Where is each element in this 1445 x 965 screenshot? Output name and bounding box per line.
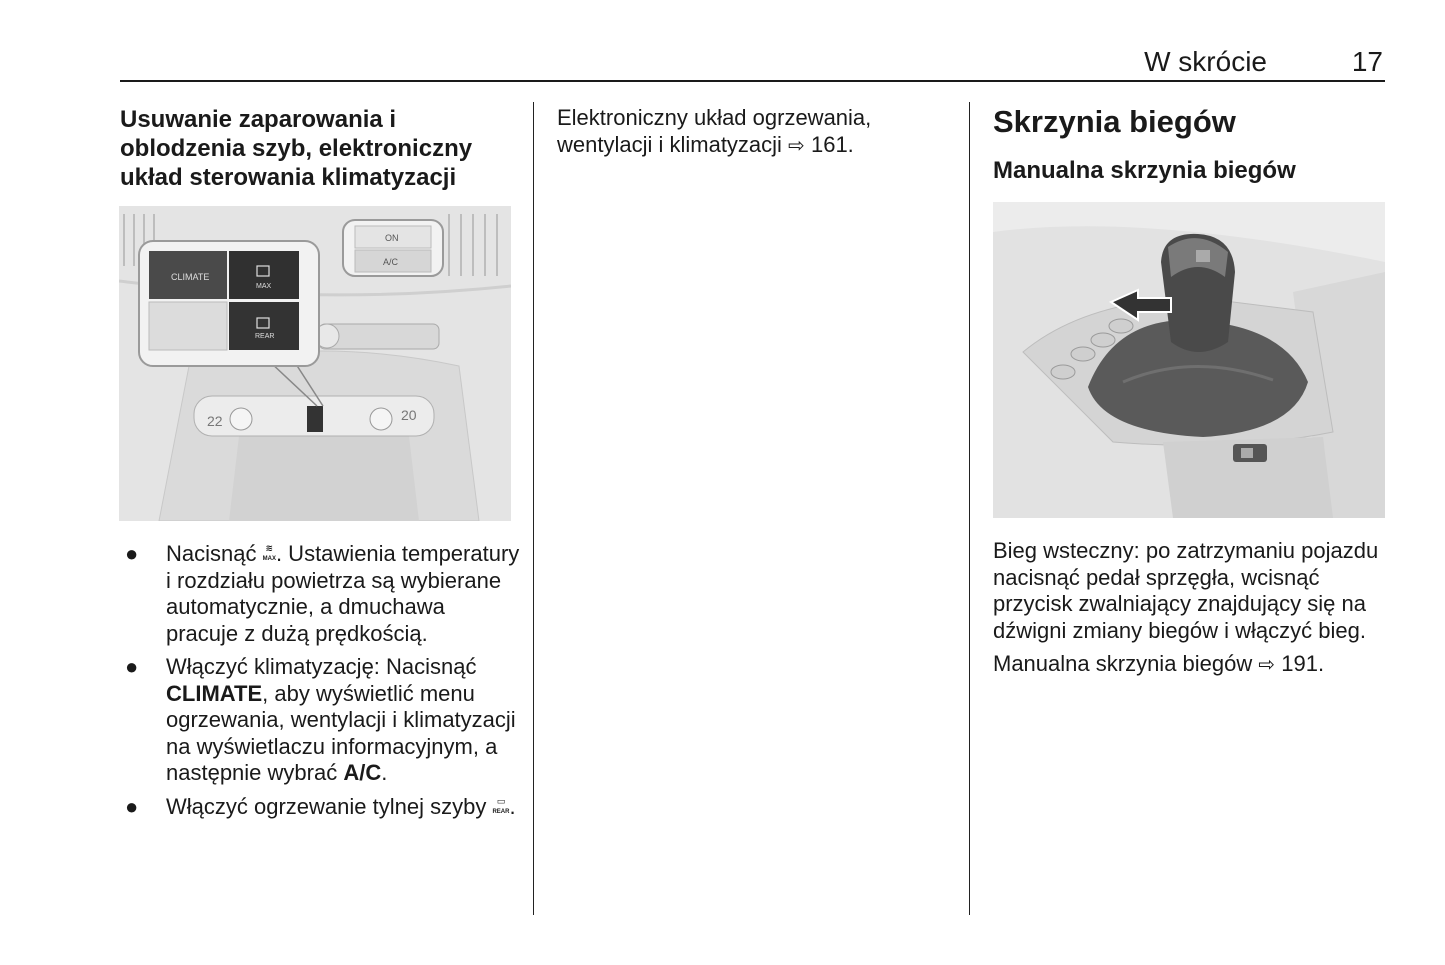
page-reference-number[interactable]: 191.	[1281, 651, 1325, 676]
bullet2-text-end: .	[381, 760, 388, 785]
list-item	[120, 794, 520, 821]
page-reference-arrow-icon: ⇨	[788, 134, 805, 157]
defrost-max-icon: ≋ MAX	[262, 543, 276, 562]
gear-lever-illustration	[993, 202, 1385, 518]
bullet-icon: ●	[125, 541, 139, 566]
bullet3-text-end: .	[509, 793, 516, 819]
rear-defrost-icon: ▭ REAR	[492, 795, 510, 815]
temp-right-label: 20	[401, 407, 417, 423]
gearbox-section	[993, 104, 1385, 186]
max-button-label: MAX	[256, 283, 272, 290]
section-heading-defrost: Usuwanie zaparowania i oblodzenia szyb, elektroniczny układ sterowania klimatyzacji	[120, 106, 473, 191]
bullet2-text-start: Włączyć klimatyzację: Nacisnąć	[166, 654, 477, 679]
temp-left-label: 22	[207, 413, 223, 429]
manual-gearbox-reference	[993, 651, 1385, 679]
reverse-gear-text-block	[993, 538, 1385, 679]
column-divider-right	[969, 102, 970, 915]
gear-lever-drawing	[993, 202, 1385, 518]
bullet2-text-middle: , aby wyświetlić menu ogrzewania, wentylacji i klimatyzacji na wyświetlaczu informacyjnym, a następnie wybrać	[166, 680, 516, 785]
on-button-label: ON	[385, 233, 399, 243]
ac-button-label: A/C	[383, 257, 399, 267]
climate-control-drawing	[119, 206, 511, 521]
ac-key-label: A/C	[343, 760, 382, 785]
bullet-icon: ●	[125, 654, 139, 679]
list-item	[120, 654, 520, 787]
section-heading-gearbox: Skrzynia biegów	[993, 104, 1236, 139]
page-reference-arrow-icon: ⇨	[1258, 654, 1276, 676]
climate-control-illustration	[119, 206, 511, 521]
subheading-manual-gearbox: Manualna skrzynia biegów	[993, 157, 1296, 184]
climate-key-label: CLIMATE	[166, 680, 263, 706]
bullet3-text-start: Włączyć ogrzewanie tylnej szyby	[166, 793, 487, 819]
page-reference-number[interactable]: 161.	[810, 131, 854, 157]
bullet1-text-start: Nacisnąć	[166, 541, 257, 566]
reference-text: Manualna skrzynia biegów	[993, 651, 1253, 676]
instruction-list	[120, 541, 520, 827]
reverse-gear-paragraph: Bieg wsteczny: po zatrzymaniu pojazdu nacisnąć pedał sprzęgła, wcisnąć przycisk zwalniający znajdujący się na dźwigni zmiany biegów i włączyć bieg.	[993, 538, 1379, 643]
bullet1-text-end: . Ustawienia temperatury i rozdziału powietrza są wybierane automatycznie, a dmuchawa pracuje z dużą prędkością.	[166, 541, 520, 646]
list-item	[120, 541, 520, 647]
rear-button-label: REAR	[255, 333, 275, 340]
cross-reference-text: Elektroniczny układ ogrzewania, wentylacji i klimatyzacji	[557, 105, 872, 157]
climate-button-label: CLIMATE	[171, 272, 210, 282]
running-header-section: W skrócie	[1144, 46, 1267, 77]
page-number: 17	[1351, 46, 1383, 77]
column-divider-left	[533, 102, 534, 915]
header-rule	[120, 80, 1385, 82]
bullet-icon: ●	[125, 793, 139, 819]
cross-reference-paragraph	[557, 105, 952, 159]
